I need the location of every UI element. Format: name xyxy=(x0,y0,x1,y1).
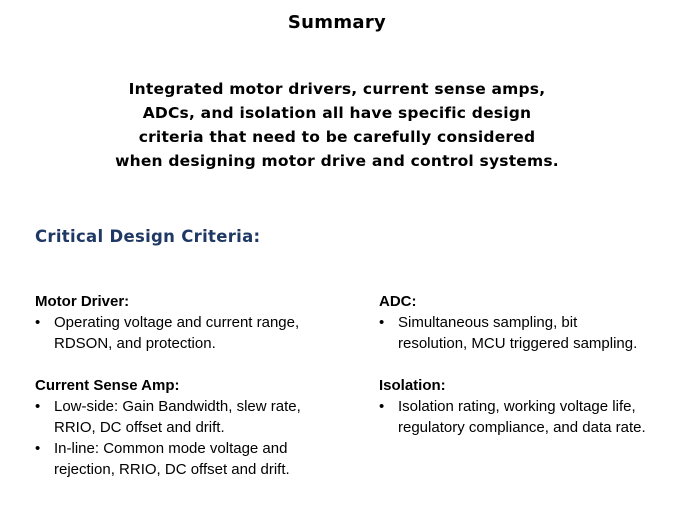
bullet-text: Isolation rating, working voltage life, xyxy=(398,398,636,415)
right-column xyxy=(379,291,669,459)
bullet-text: In-line: Common mode voltage and xyxy=(54,440,288,457)
bullet-item xyxy=(379,396,669,438)
criteria-heading: Critical Design Criteria: xyxy=(35,227,261,246)
section-title: ADC: xyxy=(379,293,417,310)
bullet-item xyxy=(35,396,345,438)
bullet-text: RDSON, and protection. xyxy=(54,335,216,352)
bullet-text: rejection, RRIO, DC offset and drift. xyxy=(54,461,290,478)
bullet-dot: • xyxy=(35,314,41,331)
isolation-section xyxy=(379,375,669,438)
page-title: Summary xyxy=(287,12,387,33)
intro-line: criteria that need to be carefully considered xyxy=(138,128,536,146)
bullet-text: regulatory compliance, and data rate. xyxy=(398,419,646,436)
bullet-item xyxy=(35,438,345,480)
bullet-item xyxy=(35,312,345,354)
bullet-text: resolution, MCU triggered sampling. xyxy=(398,335,638,352)
bullet-text: RRIO, DC offset and drift. xyxy=(54,419,225,436)
bullet-text: Operating voltage and current range, xyxy=(54,314,300,331)
bullet-text: Simultaneous sampling, bit xyxy=(398,314,578,331)
current-sense-amp-section xyxy=(35,375,345,480)
section-title: Current Sense Amp: xyxy=(35,377,180,394)
intro-paragraph xyxy=(67,77,607,173)
intro-line: Integrated motor drivers, current sense amps, xyxy=(128,80,546,98)
section-title: Motor Driver: xyxy=(35,293,130,310)
intro-line: ADCs, and isolation all have specific design xyxy=(142,104,532,122)
section-title: Isolation: xyxy=(379,377,446,394)
left-column xyxy=(35,291,345,501)
motor-driver-section xyxy=(35,291,345,354)
bullet-dot: • xyxy=(35,440,41,457)
adc-section xyxy=(379,291,669,354)
bullet-dot: • xyxy=(379,314,385,331)
intro-line: when designing motor drive and control systems. xyxy=(115,152,559,170)
bullet-dot: • xyxy=(35,398,41,415)
bullet-dot: • xyxy=(379,398,385,415)
bullet-item xyxy=(379,312,669,354)
bullet-text: Low-side: Gain Bandwidth, slew rate, xyxy=(54,398,301,415)
